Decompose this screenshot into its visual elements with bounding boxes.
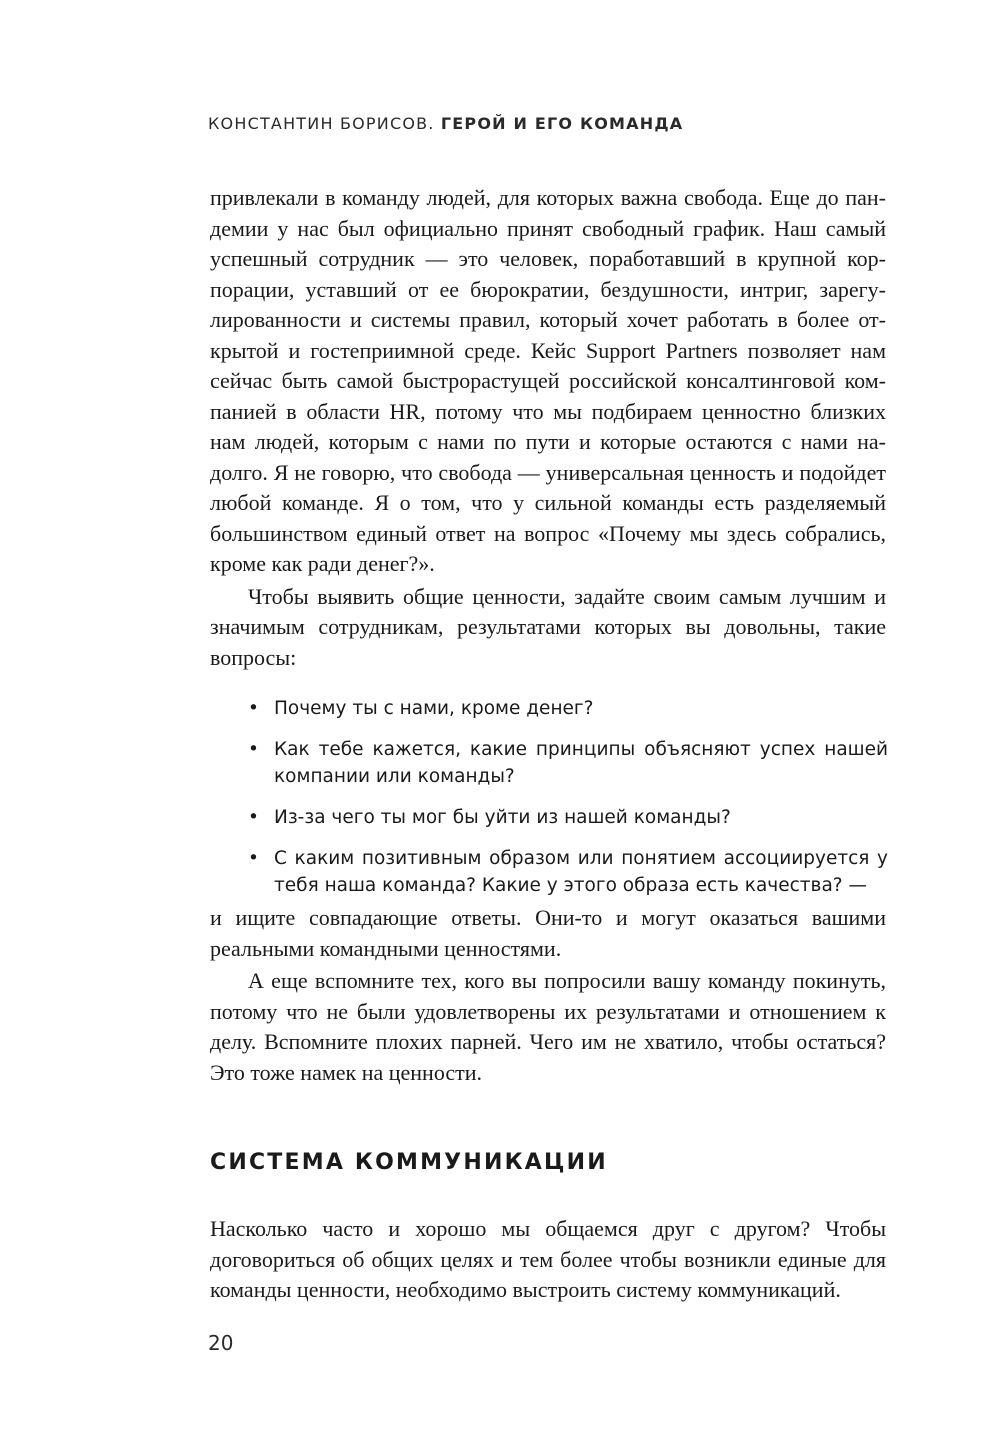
list-item-text: С каким позитивным образом или понятием ассоциируется у тебя наша команда? Какие у этого образа есть качества? — xyxy=(274,848,888,896)
bullet-icon: • xyxy=(248,698,259,719)
list-item xyxy=(248,804,888,831)
list-item xyxy=(248,695,888,722)
bullet-icon: • xyxy=(248,807,259,828)
list-item xyxy=(248,845,888,899)
paragraph-bad-guys: А еще вспомните тех, кого вы попросили вашу команду покинуть, потому что не были удовлетворены их результатами и отношением к делу. Вспомните плохих парней. Чего им не хватило, чтобы остаться? Это тоже намек на ценности. xyxy=(210,968,886,1085)
paragraph-questions-intro: Чтобы выявить общие ценности, задайте своим самым лучшим и значимым сотрудникам, результатами которых вы довольны, такие вопросы: xyxy=(210,583,886,670)
list-item-text: Почему ты с нами, кроме денег? xyxy=(274,698,594,719)
section-body-text xyxy=(210,1214,886,1306)
list-item-text: Как тебе кажется, какие принципы объясняют успех нашей компании или команды? xyxy=(274,739,888,787)
paragraph-communication: Насколько часто и хорошо мы общаемся друг с другом? Чтобы договориться об общих целях и тем более чтобы возникли единые для команды ценности, необходимо выстроить систему коммуникаций. xyxy=(210,1216,886,1302)
running-head xyxy=(208,114,683,133)
page-number: 20 xyxy=(208,1331,234,1355)
paragraph-matching-answers: и ищите совпадающие ответы. Они-то и могут оказаться вашими реальными командными ценностями. xyxy=(210,905,886,961)
list-item-text: Из-за чего ты мог бы уйти из нашей команды? xyxy=(274,807,731,828)
running-head-author: КОНСТАНТИН БОРИСОВ. xyxy=(208,114,435,133)
bullet-icon: • xyxy=(248,848,259,869)
section-heading: СИСТЕМА КОММУНИКАЦИИ xyxy=(210,1150,608,1175)
question-list xyxy=(248,695,888,913)
running-head-title: ГЕРОЙ И ЕГО КОМАНДА xyxy=(440,114,684,133)
paragraph-continued: привлекали в команду людей, для которых важна свобода. Еще до пандемии у нас был официально принят свободный график. Наш самый успешный сотрудник — это человек, поработавший в крупной корпорации, уставший от ее бюрократии, бездушности, интриг, зарегулированности и системы правил, который хочет работать в более открытой и гостеприимной среде. Кейс Support Partners позволяет нам сейчас быть самой быстрорастущей российской консалтинговой компанией в области HR, потому что мы подбираем ценностно близких нам людей, которым с нами по пути и которые остаются с нами надолго. Я не говорю, что свобода — универсальная ценность и подойдет любой команде. Я о том, что у сильной команды есть разделяемый большинством единый ответ на вопрос «Почему мы здесь собрались, кроме как ради денег?». xyxy=(210,185,886,576)
bullet-icon: • xyxy=(248,739,259,760)
list-item xyxy=(248,736,888,790)
body-text-top xyxy=(210,183,886,673)
body-text-after-list xyxy=(210,903,886,1088)
